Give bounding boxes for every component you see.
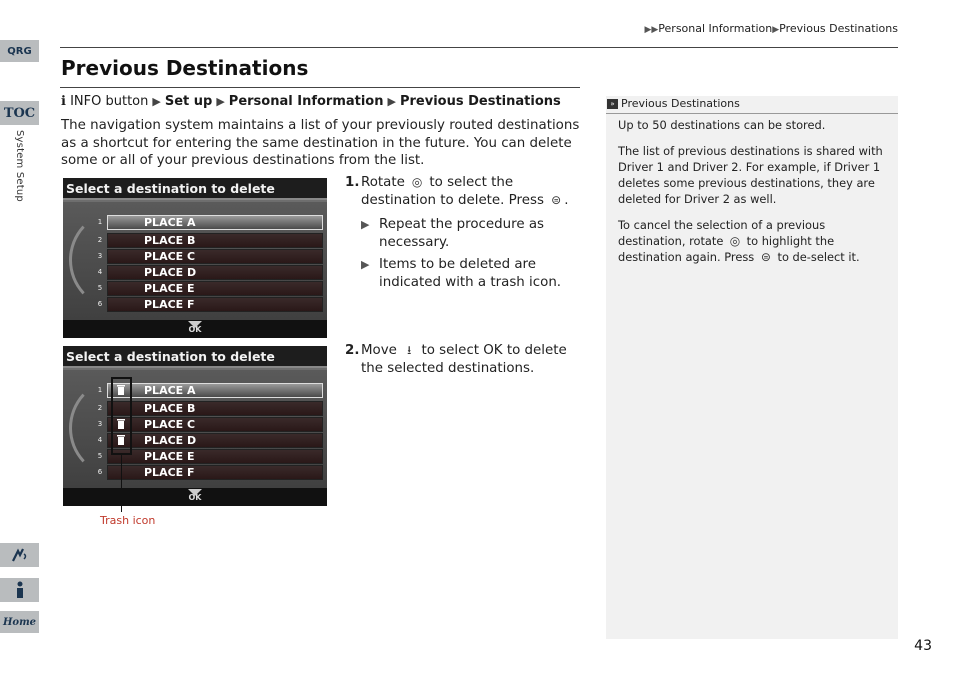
bullet-marker: ▶	[361, 218, 370, 231]
note-marker-icon: »	[607, 99, 618, 109]
list-item[interactable]	[93, 264, 323, 280]
press-dial-icon: ⊜	[551, 192, 562, 207]
qrg-tab[interactable]	[0, 40, 39, 62]
ok-label: OK	[483, 343, 503, 358]
path-separator: ▶	[152, 95, 161, 108]
list-item-label: PLACE B	[107, 233, 323, 248]
menu-path	[61, 94, 561, 109]
qrg-label: QRG	[7, 45, 32, 57]
list-item[interactable]	[93, 232, 323, 248]
list-item-number: 4	[97, 268, 103, 276]
info-index-icon	[14, 581, 26, 599]
title-divider	[60, 87, 580, 88]
screen-select-destination	[63, 178, 327, 338]
step-text: Rotate	[361, 175, 405, 190]
list-item-number: 5	[97, 452, 103, 460]
step-1-note-trash	[361, 256, 581, 291]
path-previous-destinations: Previous Destinations	[399, 94, 561, 109]
step-text: to delete the selected destinations.	[361, 343, 567, 376]
rotate-dial-icon: ◎	[729, 234, 741, 248]
info-button-icon: ℹ	[61, 94, 66, 109]
list-item-label: PLACE E	[107, 449, 323, 464]
voice-tab[interactable]	[0, 543, 39, 567]
list-item-label: PLACE F	[107, 465, 323, 480]
step-2	[345, 342, 581, 377]
path-separator: ▶	[387, 95, 396, 108]
toc-tab[interactable]	[0, 101, 39, 125]
note-text: To cancel the selection of a previous destination, rotate	[618, 218, 826, 248]
screen-select-destination-trash	[63, 346, 327, 506]
list-item-number: 6	[97, 468, 103, 476]
list-item[interactable]	[93, 214, 323, 230]
list-item-number: 2	[97, 404, 103, 412]
breadcrumb-marker: ▶▶	[644, 25, 659, 35]
page-title: Previous Destinations	[61, 56, 309, 80]
toc-label: TOC	[3, 105, 36, 121]
list-item-label: PLACE D	[107, 433, 323, 448]
list-item-number: 4	[97, 436, 103, 444]
step-number: 1.	[345, 175, 360, 190]
note-paragraph: Up to 50 destinations can be stored.	[618, 118, 826, 132]
voice-command-icon	[10, 546, 30, 564]
list-item-label: PLACE A	[107, 383, 323, 398]
trash-icon-caption: Trash icon	[100, 514, 156, 527]
path-lead: INFO button	[70, 94, 149, 109]
list-item-label: PLACE A	[107, 215, 323, 230]
top-divider	[60, 47, 898, 48]
breadcrumb	[644, 22, 898, 35]
screen-ok-button[interactable]: OK	[63, 488, 327, 506]
section-label: System Setup	[14, 130, 25, 202]
step-1-note-repeat	[361, 216, 581, 251]
list-item-number: 1	[97, 218, 103, 226]
list-item-number: 1	[97, 386, 103, 394]
step-text: to select the destination to delete. Press	[361, 175, 544, 208]
list-item-number: 5	[97, 284, 103, 292]
list-item[interactable]	[93, 280, 323, 296]
note-text: Items to be deleted are indicated with a trash icon.	[379, 257, 562, 290]
list-item-label: PLACE C	[107, 417, 323, 432]
press-dial-icon: ⊜	[760, 250, 771, 264]
breadcrumb-previous-destinations[interactable]: Previous Destinations	[779, 22, 898, 35]
note-header	[606, 96, 898, 114]
screen-ok-button[interactable]: OK	[63, 320, 327, 338]
intro-paragraph: The navigation system maintains a list of your previously routed destinations as a shortcut for entering the same destination in the future. You can delete some or all of your previous destinations from the list.	[61, 118, 580, 168]
index-tab[interactable]	[0, 578, 39, 602]
breadcrumb-personal-information[interactable]: Personal Information	[658, 22, 773, 35]
list-item-number: 3	[97, 252, 103, 260]
note-paragraph	[618, 217, 890, 265]
note-text: Repeat the procedure as necessary.	[379, 217, 545, 250]
breadcrumb-separator: ▶	[772, 25, 780, 35]
path-setup: Set up	[164, 94, 213, 109]
screen-header: Select a destination to delete	[63, 178, 327, 200]
step-1	[345, 174, 581, 209]
list-item-number: 3	[97, 420, 103, 428]
side-note	[606, 96, 898, 639]
list-item[interactable]	[93, 248, 323, 264]
list-item-number: 6	[97, 300, 103, 308]
path-personal-information: Personal Information	[228, 94, 384, 109]
note-paragraph: The list of previous destinations is shared with Driver 1 and Driver 2. For example, if Driver 1 deletes some previous destinations, they are deleted for Driver 2 as well.	[618, 144, 883, 206]
trash-callout-line	[121, 455, 122, 512]
list-item-label: PLACE F	[107, 297, 323, 312]
step-text: Move	[361, 343, 397, 358]
trash-callout-frame	[111, 377, 132, 455]
note-text: to de-select it.	[777, 250, 860, 264]
bullet-marker: ▶	[361, 258, 370, 271]
list-item-label: PLACE D	[107, 265, 323, 280]
list-item-label: PLACE B	[107, 401, 323, 416]
note-title: Previous Destinations	[621, 97, 740, 110]
list-item-label: PLACE C	[107, 249, 323, 264]
page-number: 43	[914, 638, 932, 654]
note-text: to highlight the destination again. Press	[618, 234, 835, 264]
list-item-number: 2	[97, 236, 103, 244]
home-label: Home	[2, 616, 37, 628]
move-joystick-icon: ⭳	[407, 343, 412, 357]
list-item[interactable]	[93, 464, 323, 480]
path-separator: ▶	[216, 95, 225, 108]
screen-header: Select a destination to delete	[63, 346, 327, 368]
step-text: .	[564, 192, 569, 208]
list-item[interactable]	[93, 296, 323, 312]
rotate-dial-icon: ◎	[411, 175, 423, 189]
home-tab[interactable]	[0, 611, 39, 633]
step-text: to select	[421, 343, 479, 358]
step-number: 2.	[345, 343, 360, 358]
list-item-label: PLACE E	[107, 281, 323, 296]
